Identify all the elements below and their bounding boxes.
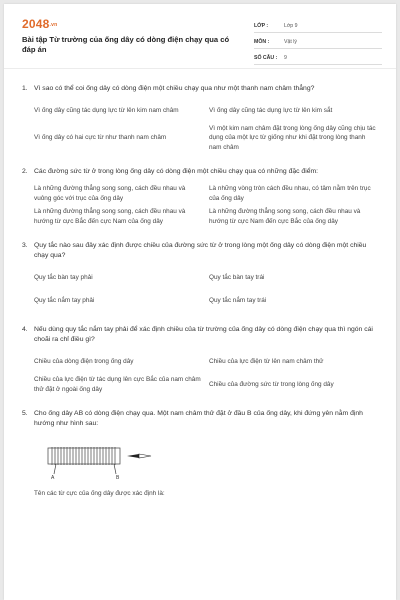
question-text: Vì sao có thể coi ống dây có dòng điện một chiều chạy qua như một thanh nam châm thẳng?	[34, 85, 315, 92]
label-b: B	[116, 475, 120, 481]
magnet-needle-light	[139, 454, 151, 458]
question-number: 3.	[22, 241, 28, 249]
meta-class	[254, 19, 382, 33]
answer-option-d[interactable]: Quy tắc nắm tay trái	[209, 296, 267, 304]
answer-option-b[interactable]: Quy tắc bàn tay trái	[209, 273, 265, 281]
answer-option-a[interactable]: Là những đường thẳng song song, cách đều nhau và vuông góc với trục của ống dây	[34, 184, 186, 202]
answer-options	[22, 101, 380, 154]
question-subtext: Tên các từ cực của ống dây được xác định là:	[34, 490, 165, 498]
question-number: 4.	[22, 325, 28, 333]
answer-option-b[interactable]: Là những vòng tròn cách đều nhau, có tâm nằm trên trục của ống dây	[209, 184, 371, 202]
meta-subject-value: Vật lý	[284, 38, 297, 45]
logo-suffix: .vn	[49, 21, 58, 28]
answer-option-c[interactable]: Vì ống dây có hai cực từ như thanh nam châm	[34, 134, 167, 142]
meta-subject-label: MÔN :	[254, 38, 270, 45]
answer-option-a[interactable]: Quy tắc bàn tay phải	[34, 273, 93, 281]
meta-panel	[254, 19, 382, 67]
answer-option-d[interactable]: Vì một kim nam châm đặt trong lòng ống dây cũng chịu tác dụng của một lực từ giống như khi đặt trong lòng thanh nam châm	[209, 124, 376, 152]
page-header	[4, 4, 396, 69]
coil-windings	[52, 447, 115, 465]
answer-options	[22, 184, 380, 227]
answer-option-d[interactable]: Là những đường thẳng song song, cách đều nhau và hướng từ cực Nam đến cực Bắc của ống dây	[209, 207, 361, 225]
question-text: Quy tắc nào sau đây xác định được chiều của đường sức từ ở trong lòng một ống dây có dòng điện một chiều chạy qua?	[34, 241, 367, 260]
question-2	[22, 167, 380, 227]
answer-option-c[interactable]: Là những đường thẳng song song, cách đều nhau và hướng từ cực Bắc đến cực Nam của ống dây	[34, 207, 186, 225]
logo-text: 2048	[22, 17, 50, 31]
question-text: Nếu dùng quy tắc nắm tay phải để xác định chiều của từ trường của ống dây có dòng điện chạy qua thì ngón cái choãi ra chỉ điều gì?	[34, 325, 373, 344]
answer-options	[22, 268, 380, 311]
wire-b	[114, 464, 116, 474]
answer-option-d[interactable]: Chiều của đường sức từ trong lòng ống dây	[209, 380, 334, 388]
question-4	[22, 325, 380, 395]
question-3	[22, 241, 380, 311]
answer-option-c[interactable]: Quy tắc nắm tay phải	[34, 296, 95, 304]
question-1	[22, 84, 380, 153]
question-5	[22, 409, 380, 497]
answer-option-b[interactable]: Vì ống dây cũng tác dụng lực từ lên kim sắt	[209, 106, 333, 114]
solenoid-figure	[44, 438, 380, 480]
label-a: A	[51, 475, 55, 481]
meta-count	[254, 51, 382, 65]
question-text: Các đường sức từ ở trong lòng ống dây có dòng điện một chiều chạy qua có những đặc điểm:	[34, 168, 319, 176]
document-page	[4, 4, 396, 600]
question-number: 5.	[22, 409, 28, 417]
meta-count-label: SỐ CÂU :	[254, 54, 278, 61]
question-number: 2.	[22, 168, 28, 176]
answer-option-a[interactable]: Vì ống dây cũng tác dụng lực từ lên kim nam châm	[34, 106, 179, 114]
meta-subject	[254, 35, 382, 49]
document-title: Bài tập Từ trường của ống dây có dòng điện chạy qua có đáp án	[22, 35, 230, 55]
answer-option-a[interactable]: Chiều của dòng điện trong ống dây	[34, 357, 134, 365]
meta-class-label: LỚP :	[254, 22, 269, 29]
answer-option-b[interactable]: Chiều của lực điện từ lên nam châm thử	[209, 357, 324, 365]
question-text: Cho ống dây AB có dòng điện chạy qua. Một nam châm thử đặt ở đầu B của ống dây, khi đứng yên nằm định hướng như hình sau:	[34, 409, 363, 428]
answer-options	[22, 352, 380, 395]
answer-option-c[interactable]: Chiều của lực điện từ tác dụng lên cực Bắc của nam châm thử đặt ở ngoài ống dây	[34, 376, 201, 393]
magnet-needle-dark	[127, 454, 139, 458]
meta-count-value: 9	[284, 54, 287, 61]
page-fade	[4, 586, 396, 600]
meta-class-value: Lớp 9	[284, 22, 298, 29]
site-logo[interactable]	[22, 17, 57, 31]
solenoid-diagram	[44, 438, 154, 480]
question-list	[22, 84, 380, 511]
wire-a	[54, 464, 56, 474]
question-number: 1.	[22, 85, 28, 92]
